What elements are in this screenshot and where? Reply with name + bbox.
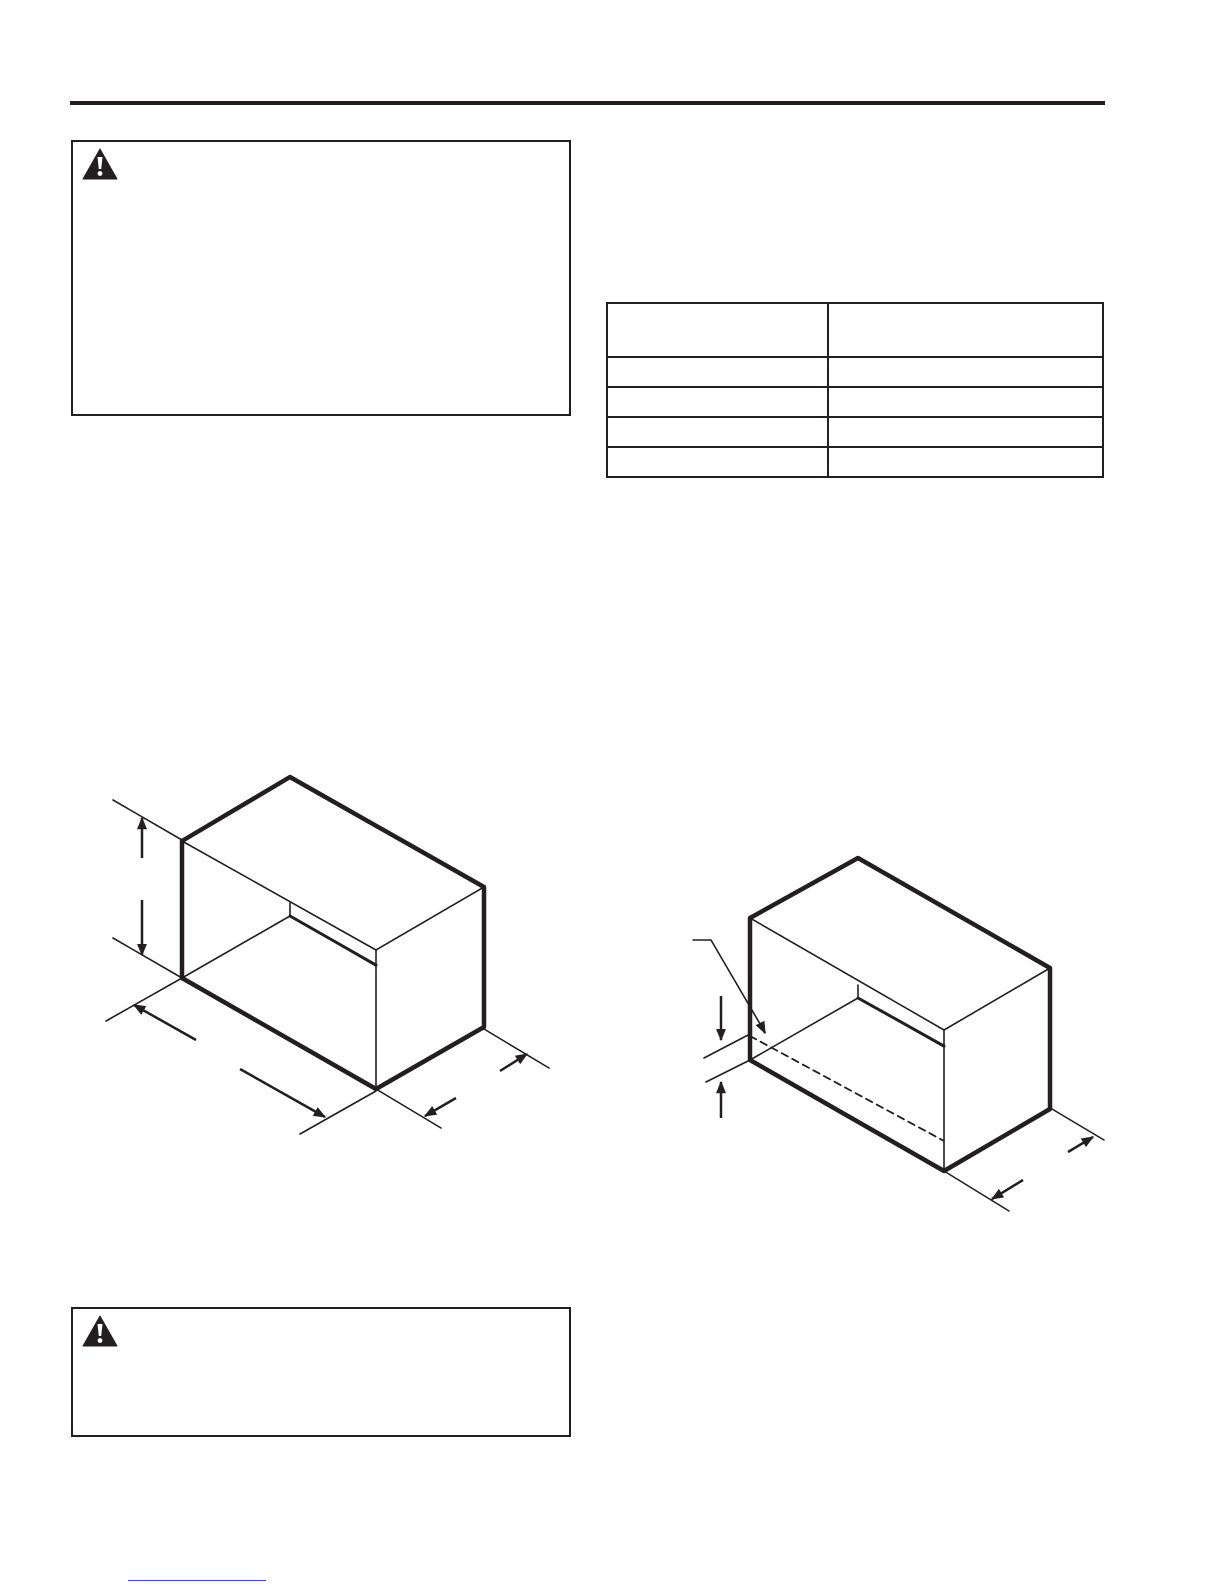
warning-box xyxy=(71,1307,571,1437)
width-arrow-right xyxy=(240,1069,325,1117)
dimension-arrows xyxy=(134,818,527,1117)
leader-arrow xyxy=(763,1029,765,1033)
warning-triangle-icon xyxy=(82,1315,118,1347)
depth-arrow-in xyxy=(425,1098,456,1116)
wall-sleeve-diagram xyxy=(693,858,1104,1211)
depth-arrow-out xyxy=(500,1054,527,1071)
depth-arrow-in xyxy=(992,1180,1023,1199)
wall-opening-diagram xyxy=(106,777,549,1134)
depth-arrow-out xyxy=(1068,1137,1093,1152)
footer-link-underline[interactable] xyxy=(128,1580,266,1581)
width-arrow-left xyxy=(134,1005,196,1040)
